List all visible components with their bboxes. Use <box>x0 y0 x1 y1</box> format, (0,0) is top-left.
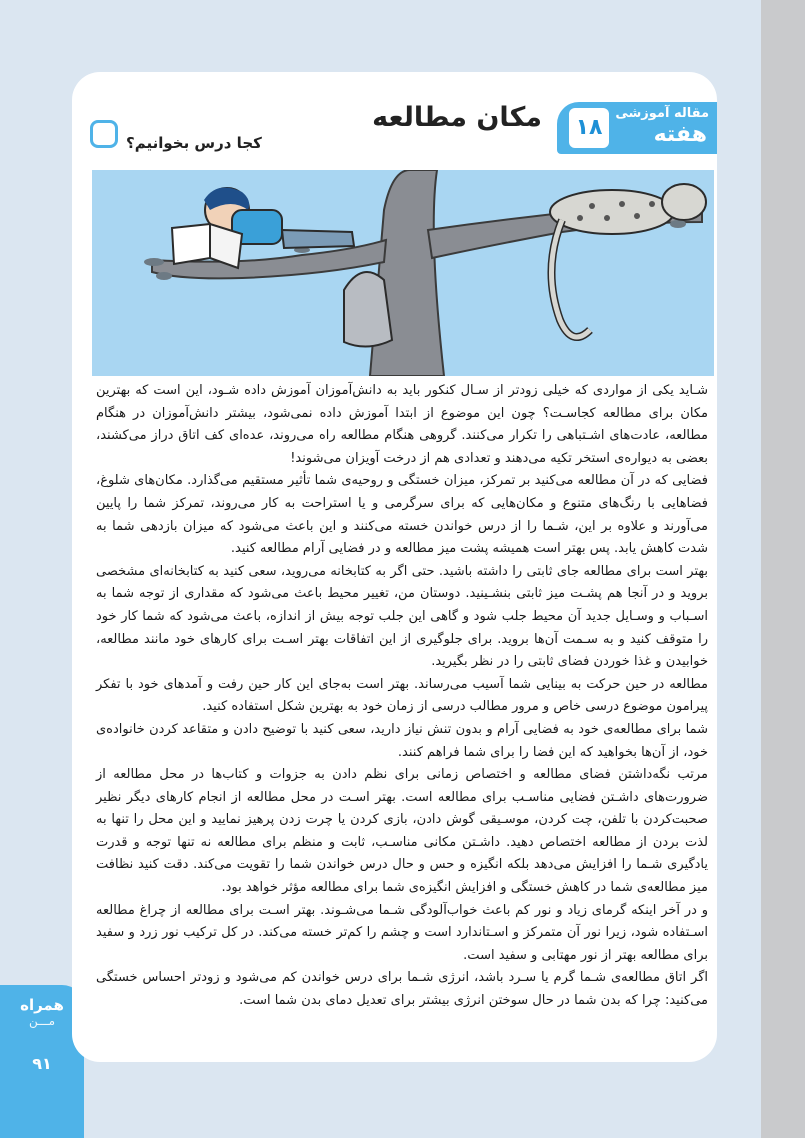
article-badge <box>557 102 717 154</box>
paragraph-2: فضایی که در آن مطالعه می‌کنید بر تمرکز، میزان خستگی و روحیه‌ی شما تأثیر مستقیم می‌گذارد. مکان‌های شلوغ، فضاهایی با رنگ‌های متنوع و مکان‌هایی که برای سرگرمی و یا استراحت به کار می‌روند، تمرکز شما را پایین می‌آورند و علاوه بر این، شـما را از درس خواندن خسته می‌کنند و این باعث می‌شود که میزان بازدهی شما به شدت کاهش یابد. پس بهتر است همیشه پشت میز مطالعه و در فضایی آرام مطالعه کنید. <box>96 473 708 557</box>
badge-label-week: هفته <box>653 122 707 147</box>
paragraph-4: مطالعه در حین حرکت به بینایی شما آسیب می‌رساند. بهتر است به‌جای این کار حین رفت و آمدهای خود با تفکر پیرامون موضوع درسی خاص و مرور مطالب درسی از زمان خود به بهترین شکل استفاده کنید. <box>96 676 708 715</box>
paragraph-8: اگر اتاق مطالعه‌ی شـما گرم یا سـرد باشد، انرژی شـما برای درس خواندن کم می‌شود و زودتر احساس خستگی می‌کنید: چرا که بدن شما در حال سوختن انرژی بیشتر برای تعدیل دمای بدن شما است. <box>96 970 708 1009</box>
badge-number: ۱۸ <box>569 108 609 148</box>
illustration <box>92 170 714 376</box>
badge-label: مقاله آموزشی <box>615 106 709 121</box>
paragraph-5: شما برای مطالعه‌ی خود به فضایی آرام و بدون تنش نیاز دارید، سعی کنید با توضیح دادن و متقاعد کردن خانواده‌ی خود، از آن‌ها بخواهید که این فضا را برای شما فراهم کنند. <box>96 721 708 760</box>
page-number: ۹۱ <box>32 1054 52 1073</box>
paragraph-1: شـاید یکی از مواردی که خیلی زودتر از سـال کنکور باید به دانش‌آموزان آموزش داده شـود، این است که بهترین مکان برای مطالعه کجاسـت؟ چون این موضوع از ابتدا آموزش داده نمی‌شود، بیشتر دانش‌آموزان در هنگام مطالعه، عادت‌های اشـتباهی را تکرار می‌کنند. گروهی هنگام مطالعه راه می‌روند، عده‌ای کف اتاق دراز می‌کشند، بعضی به دیواره‌ی استخر تکیه می‌دهند و تعدادی هم از درخت آویزان می‌شوند! <box>96 383 708 466</box>
brand-line1: همراه <box>20 996 64 1014</box>
paragraph-6: مرتب نگه‌داشتن فضای مطالعه و اختصاص زمانی برای نظم دادن به جزوات و کتاب‌ها در محل مطالعه از ضرورت‌های داشـتن فضایی مناسـب برای مطالعه است. بهتر اسـت در محل مطالعه از انجام کارهای دیگر نظیر صحبت‌کردن با تلفن، چت کردن، موسـیقی گوش دادن، بازی کردن یا چرت زدن پرهیز نمایید و این محل را تنها به لذت بردن از مطالعه اختصاص دهید. داشـتن مکانی مناسـب، ثابت و منظم برای مطالعه نه تنها توجه و قدرت یادگیری شـما را افزایش می‌دهد بلکه انگیزه و حس و حال درس خواندن شما را تقویت می‌کند. دقت کنید نظافت میز مطالعه‌ی شما در کاهش خستگی و افزایش انگیزه‌ی شما برای مطالعه مؤثر خواهد بود. <box>96 767 708 896</box>
article-card <box>72 72 717 1062</box>
article-body <box>96 380 708 1013</box>
right-edge-strip <box>761 0 805 1138</box>
page-title: مکان مطالعه <box>372 102 542 133</box>
paragraph-3: بهتر است برای مطالعه جای ثابتی را داشته باشید. حتی اگر به کتابخانه می‌روید، سعی کنید به کتابخانه‌ای مشخصی بروید و در آنجا هم پشـت میز ثابتی بنشـینید. دوستان من، تغییر محیط باعث می‌شود که مقداری از توجه شما به اسـباب و وسـایل جدید آن محیط جلب شود و گاهی این جلب توجه بیش از اندازه، باعث می‌شود که شما کار خود را متوقف کنید و به سـمت آن‌ها بروید. برای جلوگیری از این اتفاقات بهتر اسـت برای کارهای خود مانند مطالعه، خوابیدن و غذا خوردن فضای ثابتی را در نظر بگیرید. <box>96 563 708 670</box>
brand-line2: مـــن <box>28 1014 56 1028</box>
article-header <box>72 72 717 170</box>
paragraph-7: و در آخر اینکه گرمای زیاد و نور کم باعث خواب‌آلودگی شـما می‌شـوند. بهتر اسـت برای مطالعه از چراغ مطالعه اسـتفاده شود، زیرا نور آن متمرکز و اسـتاندارد است و چشم را کم‌تر خسته می‌کند. در کل ترکیب نور زرد و سفید برای مطالعه بهتر از نور مهتابی و سفید است. <box>96 902 708 963</box>
checkbox-icon[interactable] <box>90 120 118 148</box>
student-reading-on-tree-with-leopard-icon <box>92 170 714 376</box>
page-subtitle: کجا درس بخوانیم؟ <box>126 134 262 152</box>
